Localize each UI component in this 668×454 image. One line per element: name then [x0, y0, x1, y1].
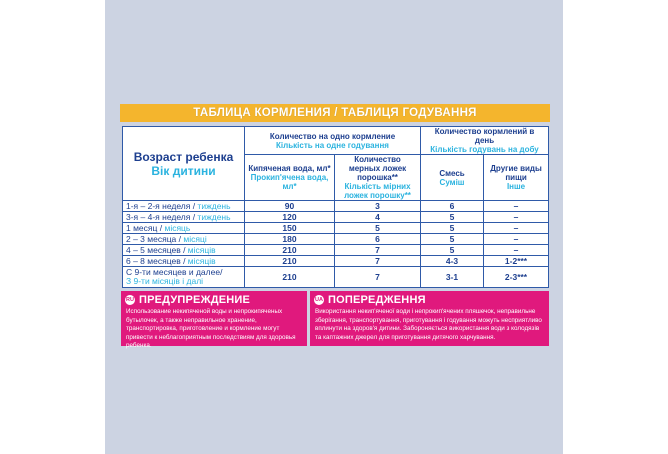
- mix-header-ua: Суміш: [439, 177, 465, 187]
- warning-title-ru: ПРЕДУПРЕЖДЕНИЕ: [139, 294, 251, 306]
- other-header-ua: Інше: [506, 182, 526, 191]
- table-row: [123, 212, 549, 223]
- row-water: 210: [245, 256, 335, 267]
- warning-text-ua: Використання некип'яченої води і непрокип'ячених пляшечок, неправильне зберігання, транспортування, приготування і годування можуть несприятливо вплинути на здоров'я дитини. Забороняється використання води з колодязів та каптажних джерел для приготування дитячого харчування.: [315, 308, 542, 341]
- mix-header-ru: Смесь: [439, 168, 465, 178]
- row-other: 2-3***: [484, 267, 549, 288]
- row-scoops: 7: [335, 245, 421, 256]
- water-header-ua: Прокип'ячена вода, мл*: [250, 173, 329, 191]
- warning-box-ua: [310, 291, 549, 346]
- table-header-row: [123, 127, 549, 155]
- row-age: 6 – 8 месяцев / місяців: [123, 256, 245, 267]
- row-other: –: [484, 212, 549, 223]
- row-age: 2 – 3 месяца / місяці: [123, 234, 245, 245]
- row-mix: 5: [421, 223, 484, 234]
- ru-language-badge: RU: [126, 297, 134, 303]
- row-water: 210: [245, 245, 335, 256]
- row-scoops: 4: [335, 212, 421, 223]
- row-scoops: 7: [335, 256, 421, 267]
- row-water: 180: [245, 234, 335, 245]
- table-row: [123, 201, 549, 212]
- row-mix: 5: [421, 212, 484, 223]
- row-water: 150: [245, 223, 335, 234]
- row-mix: 4-3: [421, 256, 484, 267]
- per-feed-header-ua: Кількість на одне годування: [276, 140, 389, 150]
- scoops-header: [335, 155, 421, 201]
- row-other: –: [484, 245, 549, 256]
- table-row: [123, 267, 549, 288]
- row-other: –: [484, 201, 549, 212]
- per-day-header-ru: Количество кормлений в день: [434, 127, 535, 145]
- row-water: 90: [245, 201, 335, 212]
- warning-box-ru: [121, 291, 307, 350]
- water-header-ru: Кипяченая вода, мл*: [248, 164, 331, 173]
- row-scoops: 6: [335, 234, 421, 245]
- age-header-ua: Вік дитини: [151, 163, 216, 178]
- row-scoops: 5: [335, 223, 421, 234]
- table-row: [123, 245, 549, 256]
- warning-title-ua: ПОПЕРЕДЖЕННЯ: [328, 294, 426, 306]
- row-other: –: [484, 234, 549, 245]
- table-row: [123, 223, 549, 234]
- row-other: –: [484, 223, 549, 234]
- row-age: 4 – 5 месяцев / місяців: [123, 245, 245, 256]
- per-day-header-ua: Кількість годувань на добу: [430, 145, 539, 154]
- feeding-table-title: ТАБЛИЦА КОРМЛЕНИЯ / ТАБЛИЦЯ ГОДУВАННЯ: [193, 107, 477, 119]
- row-age: 3-я – 4-я неделя / тиждень: [123, 212, 245, 223]
- row-scoops: 3: [335, 201, 421, 212]
- other-header: [484, 155, 549, 201]
- warning-text-ru: Использование некипяченой воды и непрокипяченых бутылочек, а также неправильное хранение, транспортировка, приготовление и кормление могут привести к неблагоприятным последствиям для здоровья ребенка.: [126, 308, 296, 350]
- row-mix: 6: [421, 201, 484, 212]
- row-age: 1-я – 2-я неделя / тиждень: [123, 201, 245, 212]
- row-mix: 5: [421, 245, 484, 256]
- per-feed-header-ru: Количество на одно кормление: [269, 131, 396, 141]
- age-header-ru: Возраст ребенка: [133, 149, 234, 164]
- row-age: С 9-ти месяцев и далее/ З 9-ти місяців і далі: [123, 267, 245, 288]
- table-row: [123, 256, 549, 267]
- per-feed-header: [245, 127, 421, 155]
- feeding-table-title-bar: [120, 104, 550, 122]
- row-age: 1 месяц / місяць: [123, 223, 245, 234]
- scoops-header-ua: Кількість мірних ложек порошку**: [344, 182, 411, 200]
- per-day-header: [421, 127, 549, 155]
- ua-language-badge: UA: [315, 297, 323, 303]
- age-column-header: [123, 127, 245, 201]
- table-row: [123, 234, 549, 245]
- warning-header-ru: [121, 291, 307, 306]
- water-header: [245, 155, 335, 201]
- row-water: 120: [245, 212, 335, 223]
- row-other: 1-2***: [484, 256, 549, 267]
- row-mix: 3-1: [421, 267, 484, 288]
- scoops-header-ru: Количество мерных ложек порошка**: [348, 155, 407, 182]
- warning-header-ua: [310, 291, 549, 306]
- other-header-ru: Другие виды пищи: [490, 164, 542, 182]
- mix-header: [421, 155, 484, 201]
- row-water: 210: [245, 267, 335, 288]
- row-mix: 5: [421, 234, 484, 245]
- row-scoops: 7: [335, 267, 421, 288]
- feeding-table: [122, 126, 549, 288]
